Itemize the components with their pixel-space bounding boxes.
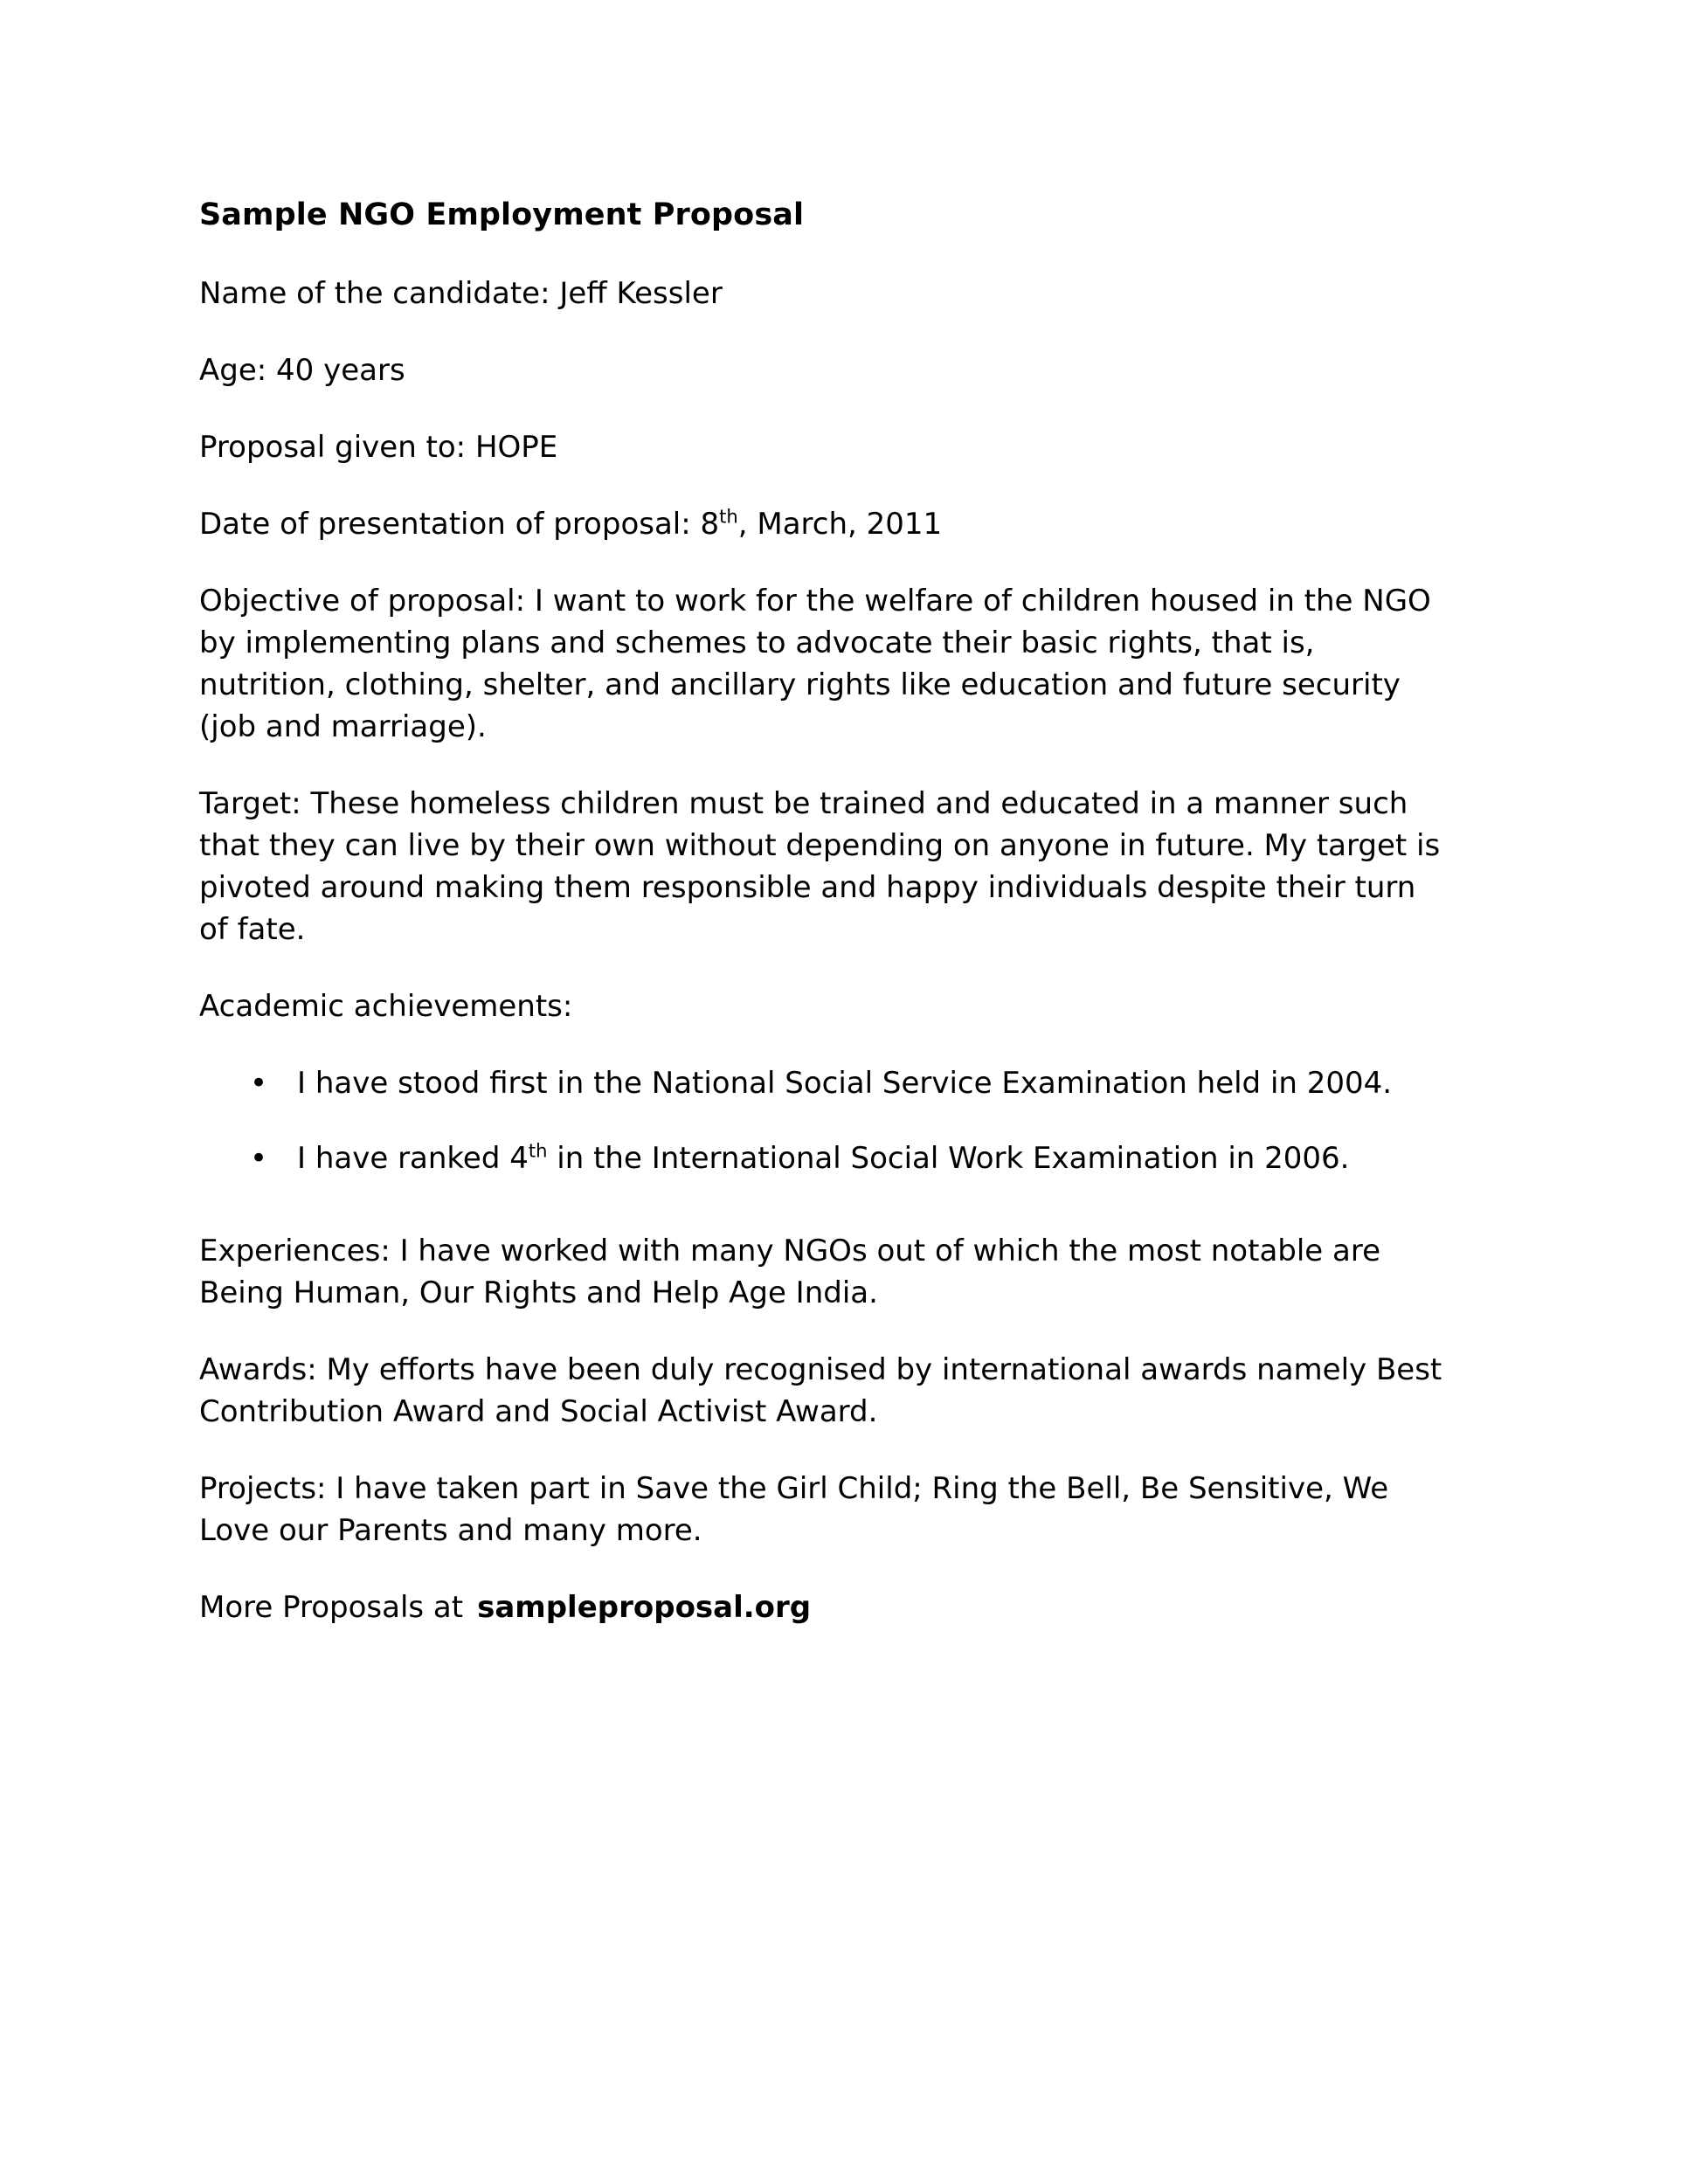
age-line: Age: 40 years — [199, 353, 405, 388]
list-item-text: I have ranked 4 — [297, 1141, 529, 1176]
presentation-date-line — [199, 503, 1450, 545]
academic-achievements-list — [199, 1062, 1450, 1179]
experiences-paragraph: Experiences: I have worked with many NGOs out of which the most notable are Being Human, Our Rights and Help Age India. — [199, 1234, 1381, 1310]
date-label-text: Date of presentation of proposal: 8 — [199, 507, 720, 542]
bullet-point-icon: • — [250, 1066, 268, 1101]
target-paragraph: Target: These homeless children must be trained and educated in a manner such that they can live by their own without depending on anyone in future. My target is pivoted around making them responsible and happy individuals despite their turn of fate. — [199, 786, 1441, 947]
list-item-text: I have stood first in the National Social Service Examination held in 2004. — [297, 1066, 1393, 1101]
objective-paragraph: Objective of proposal: I want to work for the welfare of children housed in the NGO by implementing plans and schemes to advocate their basic rights, that is, nutrition, clothing, shelter, and ancillary rights like education and future security (job and marriage). — [199, 584, 1431, 744]
proposal-recipient-line: Proposal given to: HOPE — [199, 430, 558, 465]
list-item — [199, 1062, 1450, 1104]
list-spacer — [199, 1214, 1450, 1230]
bullet-point-icon: • — [250, 1141, 268, 1176]
footer-more-proposals — [199, 1586, 1450, 1628]
page-title: Sample NGO Employment Proposal — [199, 197, 805, 232]
awards-paragraph: Awards: My efforts have been duly recognised by international awards namely Best Contribution Award and Social Activist Award. — [199, 1352, 1442, 1429]
footer-prefix-text: More Proposals at — [199, 1590, 464, 1625]
list-item — [199, 1137, 1450, 1179]
date-remainder-text: , March, 2011 — [737, 507, 943, 542]
date-ordinal-suffix: th — [719, 505, 738, 528]
footer-website-link[interactable]: sampleproposal.org — [477, 1590, 812, 1625]
candidate-name-line: Name of the candidate: Jeff Kessler — [199, 276, 723, 311]
list-item-ordinal-suffix: th — [528, 1139, 548, 1162]
projects-paragraph: Projects: I have taken part in Save the Girl Child; Ring the Bell, Be Sensitive, We Love our Parents and many more. — [199, 1471, 1389, 1548]
academic-achievements-heading: Academic achievements: — [199, 989, 573, 1024]
list-item-text-continued: in the International Social Work Examination in 2006. — [547, 1141, 1350, 1176]
